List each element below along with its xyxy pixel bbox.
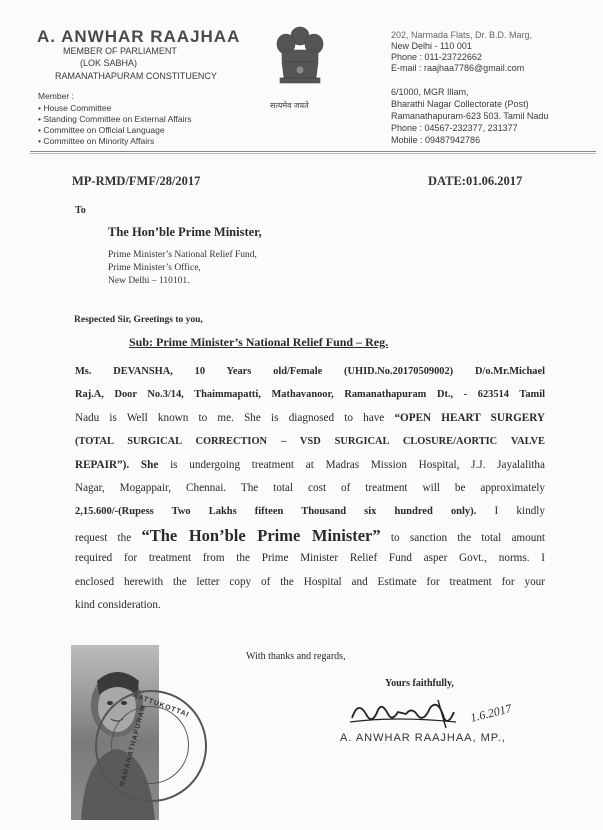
mp-house: (LOK SABHA) xyxy=(80,58,138,68)
recipient-address-line: New Delhi – 110101. xyxy=(108,276,190,286)
seal-text: NATTUKOTTAI xyxy=(131,691,191,720)
thanks-line: With thanks and regards, xyxy=(246,651,346,662)
member-label: Member : xyxy=(38,91,74,101)
body-line: required for treatment from the Prime Minister Relief Fund asper Govt., norms. I xyxy=(75,552,545,565)
seal-text: RAMANATHAPURAM xyxy=(118,703,148,788)
closing-line: Yours faithfully, xyxy=(385,678,454,689)
official-seal xyxy=(95,690,207,802)
emblem-motto: सत्यमेव जयते xyxy=(270,101,309,110)
committee-item: • Committee on Minority Affairs xyxy=(38,136,155,146)
letterhead-divider xyxy=(30,153,596,154)
subject-line: Sub: Prime Minister’s National Relief Fund – Reg. xyxy=(129,335,389,349)
mp-name: A. ANWHAR RAAJHAA xyxy=(37,27,241,46)
signature-image xyxy=(346,692,466,732)
local-mobile: Mobile : 09487942786 xyxy=(391,135,481,145)
state-emblem-icon xyxy=(268,22,332,104)
body-line: Nadu is Well known to me. She is diagnosed to have “OPEN HEART SURGERY xyxy=(75,411,545,424)
signature-date: 1.6.2017 xyxy=(468,701,513,725)
body-line: Nagar, Mogappair, Chennai. The total cost of treatment will be approximately xyxy=(75,481,545,494)
signatory-name: A. ANWHAR RAAJHAA, MP., xyxy=(340,732,506,744)
recipient-title: The Hon’ble Prime Minister, xyxy=(108,225,262,239)
body-line: (TOTAL SURGICAL CORRECTION – VSD SURGICAL CLOSURE/AORTIC VALVE xyxy=(75,436,545,448)
salutation: Respected Sir, Greetings to you, xyxy=(74,315,203,325)
recipient-address-line: Prime Minister’s National Relief Fund, xyxy=(108,250,257,260)
mp-title: MEMBER OF PARLIAMENT xyxy=(63,46,177,56)
mp-constituency: RAMANATHAPURAM CONSTITUENCY xyxy=(55,71,217,81)
body-line: kind consideration. xyxy=(75,598,161,611)
recipient-address-line: Prime Minister’s Office, xyxy=(108,263,201,273)
body-line: Raj.A, Door No.3/14, Thaimmapatti, Mathavanoor, Ramanathapuram Dt., - 623514 Tamil xyxy=(75,389,545,401)
local-address-line: Ramanathapuram-623 503. Tamil Nadu xyxy=(391,111,549,121)
committee-item: • Committee on Official Language xyxy=(38,125,165,135)
email: E-mail : raajhaa7786@gmail.com xyxy=(391,63,525,73)
local-phone: Phone : 04567-232377, 231377 xyxy=(391,123,518,133)
delhi-phone: Phone : 011-23722662 xyxy=(391,52,482,62)
body-line: Ms. DEVANSHA, 10 Years old/Female (UHID.No.20170509002) D/o.Mr.Michael xyxy=(75,366,545,377)
body-line: request the “The Hon’ble Prime Minister” to sanction the total amount xyxy=(75,525,546,545)
letterhead-divider xyxy=(30,151,596,152)
delhi-address-line: New Delhi - 110 001 xyxy=(391,41,472,51)
letter-date: DATE:01.06.2017 xyxy=(428,174,523,188)
delhi-address-line: 202, Narmada Flats, Dr. B.D. Marg, xyxy=(391,30,533,40)
committee-item: • Standing Committee on External Affairs xyxy=(38,114,192,124)
committee-item: • House Committee xyxy=(38,103,112,113)
local-address-line: Bharathi Nagar Collectorate (Post) xyxy=(391,99,529,109)
local-address-line: 6/1000, MGR Illam, xyxy=(391,87,469,97)
body-line: enclosed herewith the letter copy of the Hospital and Estimate for treatment for your xyxy=(75,575,545,588)
to-label: To xyxy=(75,205,86,216)
body-line: 2,15.600/-(Rupess Two Lakhs fifteen Thousand six hundred only). I kindly xyxy=(75,505,545,518)
reference-number: MP-RMD/FMF/28/2017 xyxy=(72,174,201,188)
body-line: REPAIR”). She is undergoing treatment at Madras Mission Hospital, J.J. Jayalalitha xyxy=(75,458,545,471)
letter-body xyxy=(75,360,545,617)
